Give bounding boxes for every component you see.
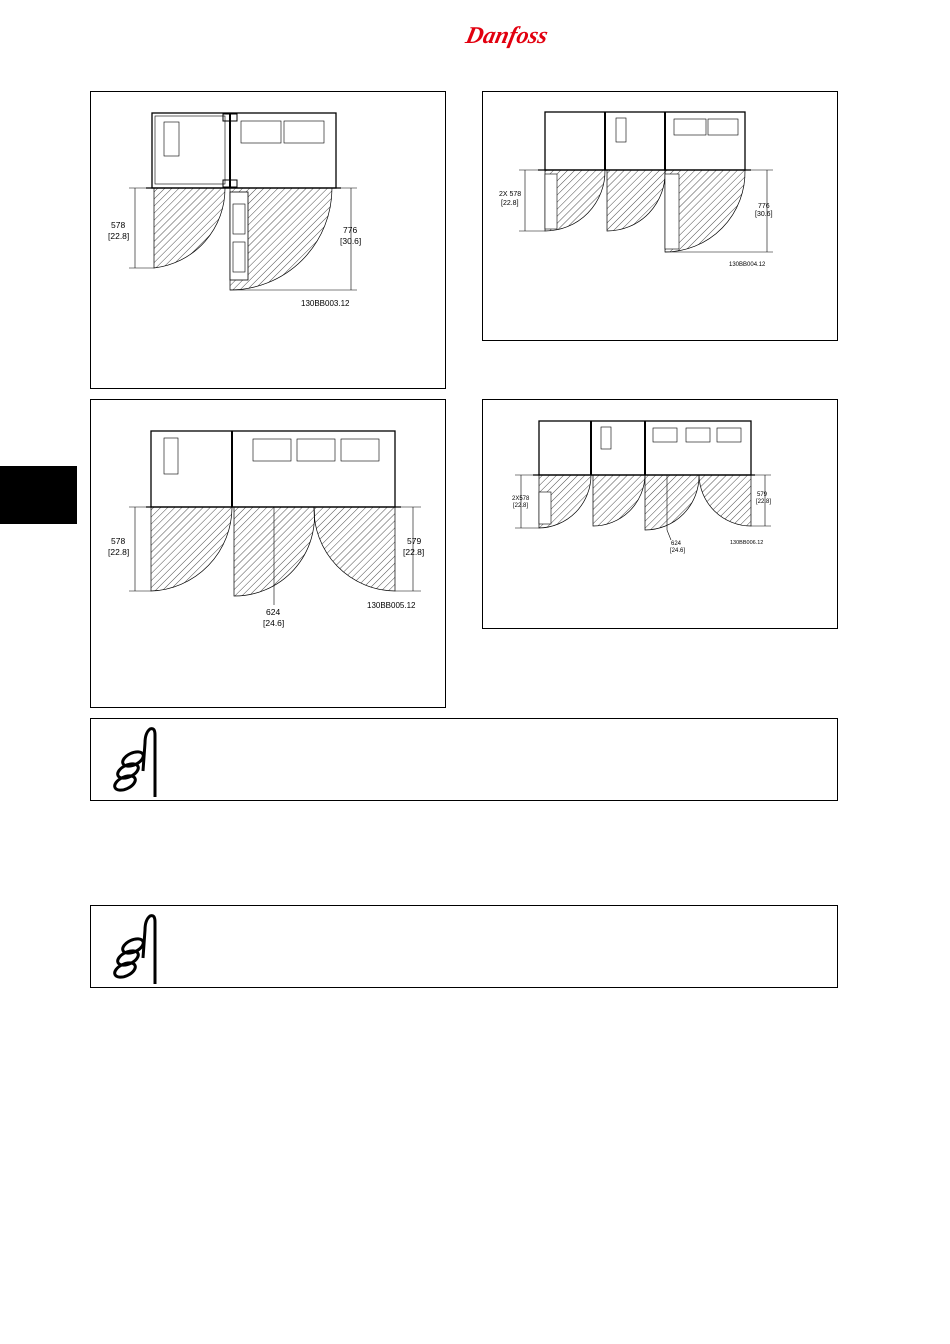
svg-text:Danfoss: Danfoss <box>463 22 551 49</box>
figure-4 <box>482 399 838 629</box>
figure-1-drawing <box>91 92 447 390</box>
dim-label: [30.6] <box>340 236 362 246</box>
dim-label: [30.6] <box>755 211 773 218</box>
dim-label: 776 <box>758 203 770 210</box>
dim-label: 624 <box>671 541 682 547</box>
dim-label: [24.6] <box>263 618 285 628</box>
chapter-tab <box>0 466 77 524</box>
dim-label: 579 <box>407 536 422 546</box>
dim-label: 2X 578 <box>499 191 522 198</box>
danfoss-logo <box>462 18 554 52</box>
figure-3-drawing <box>91 400 447 709</box>
dim-label: [22.8] <box>513 503 529 509</box>
figure-code: 130BB005.12 <box>367 601 416 610</box>
dim-label: [22.8] <box>108 547 130 557</box>
dim-label: 579 <box>757 492 768 498</box>
figure-3 <box>90 399 446 708</box>
dim-label: [24.6] <box>670 548 686 554</box>
figure-2-drawing <box>483 92 839 342</box>
dim-label: [22.8] <box>108 231 130 241</box>
figure-2 <box>482 91 838 341</box>
figure-code: 130BB004.12 <box>729 262 766 268</box>
dim-label: 578 <box>111 220 126 230</box>
dim-label: 776 <box>343 225 358 235</box>
dim-label: 2X578 <box>512 496 530 502</box>
dim-label: [22.8] <box>403 547 425 557</box>
dim-label: 624 <box>266 607 281 617</box>
figure-1 <box>90 91 446 389</box>
figure-4-drawing <box>483 400 839 630</box>
figure-code: 130BB003.12 <box>301 299 350 308</box>
note-box-2 <box>90 905 838 988</box>
figure-code: 130BB006.12 <box>730 540 764 546</box>
note-box-1 <box>90 718 838 801</box>
note-hand-icon <box>103 725 163 797</box>
note-hand-icon <box>103 912 163 984</box>
dim-label: [22.8] <box>501 200 519 207</box>
dim-label: [22.8] <box>756 499 772 505</box>
dim-label: 578 <box>111 536 126 546</box>
